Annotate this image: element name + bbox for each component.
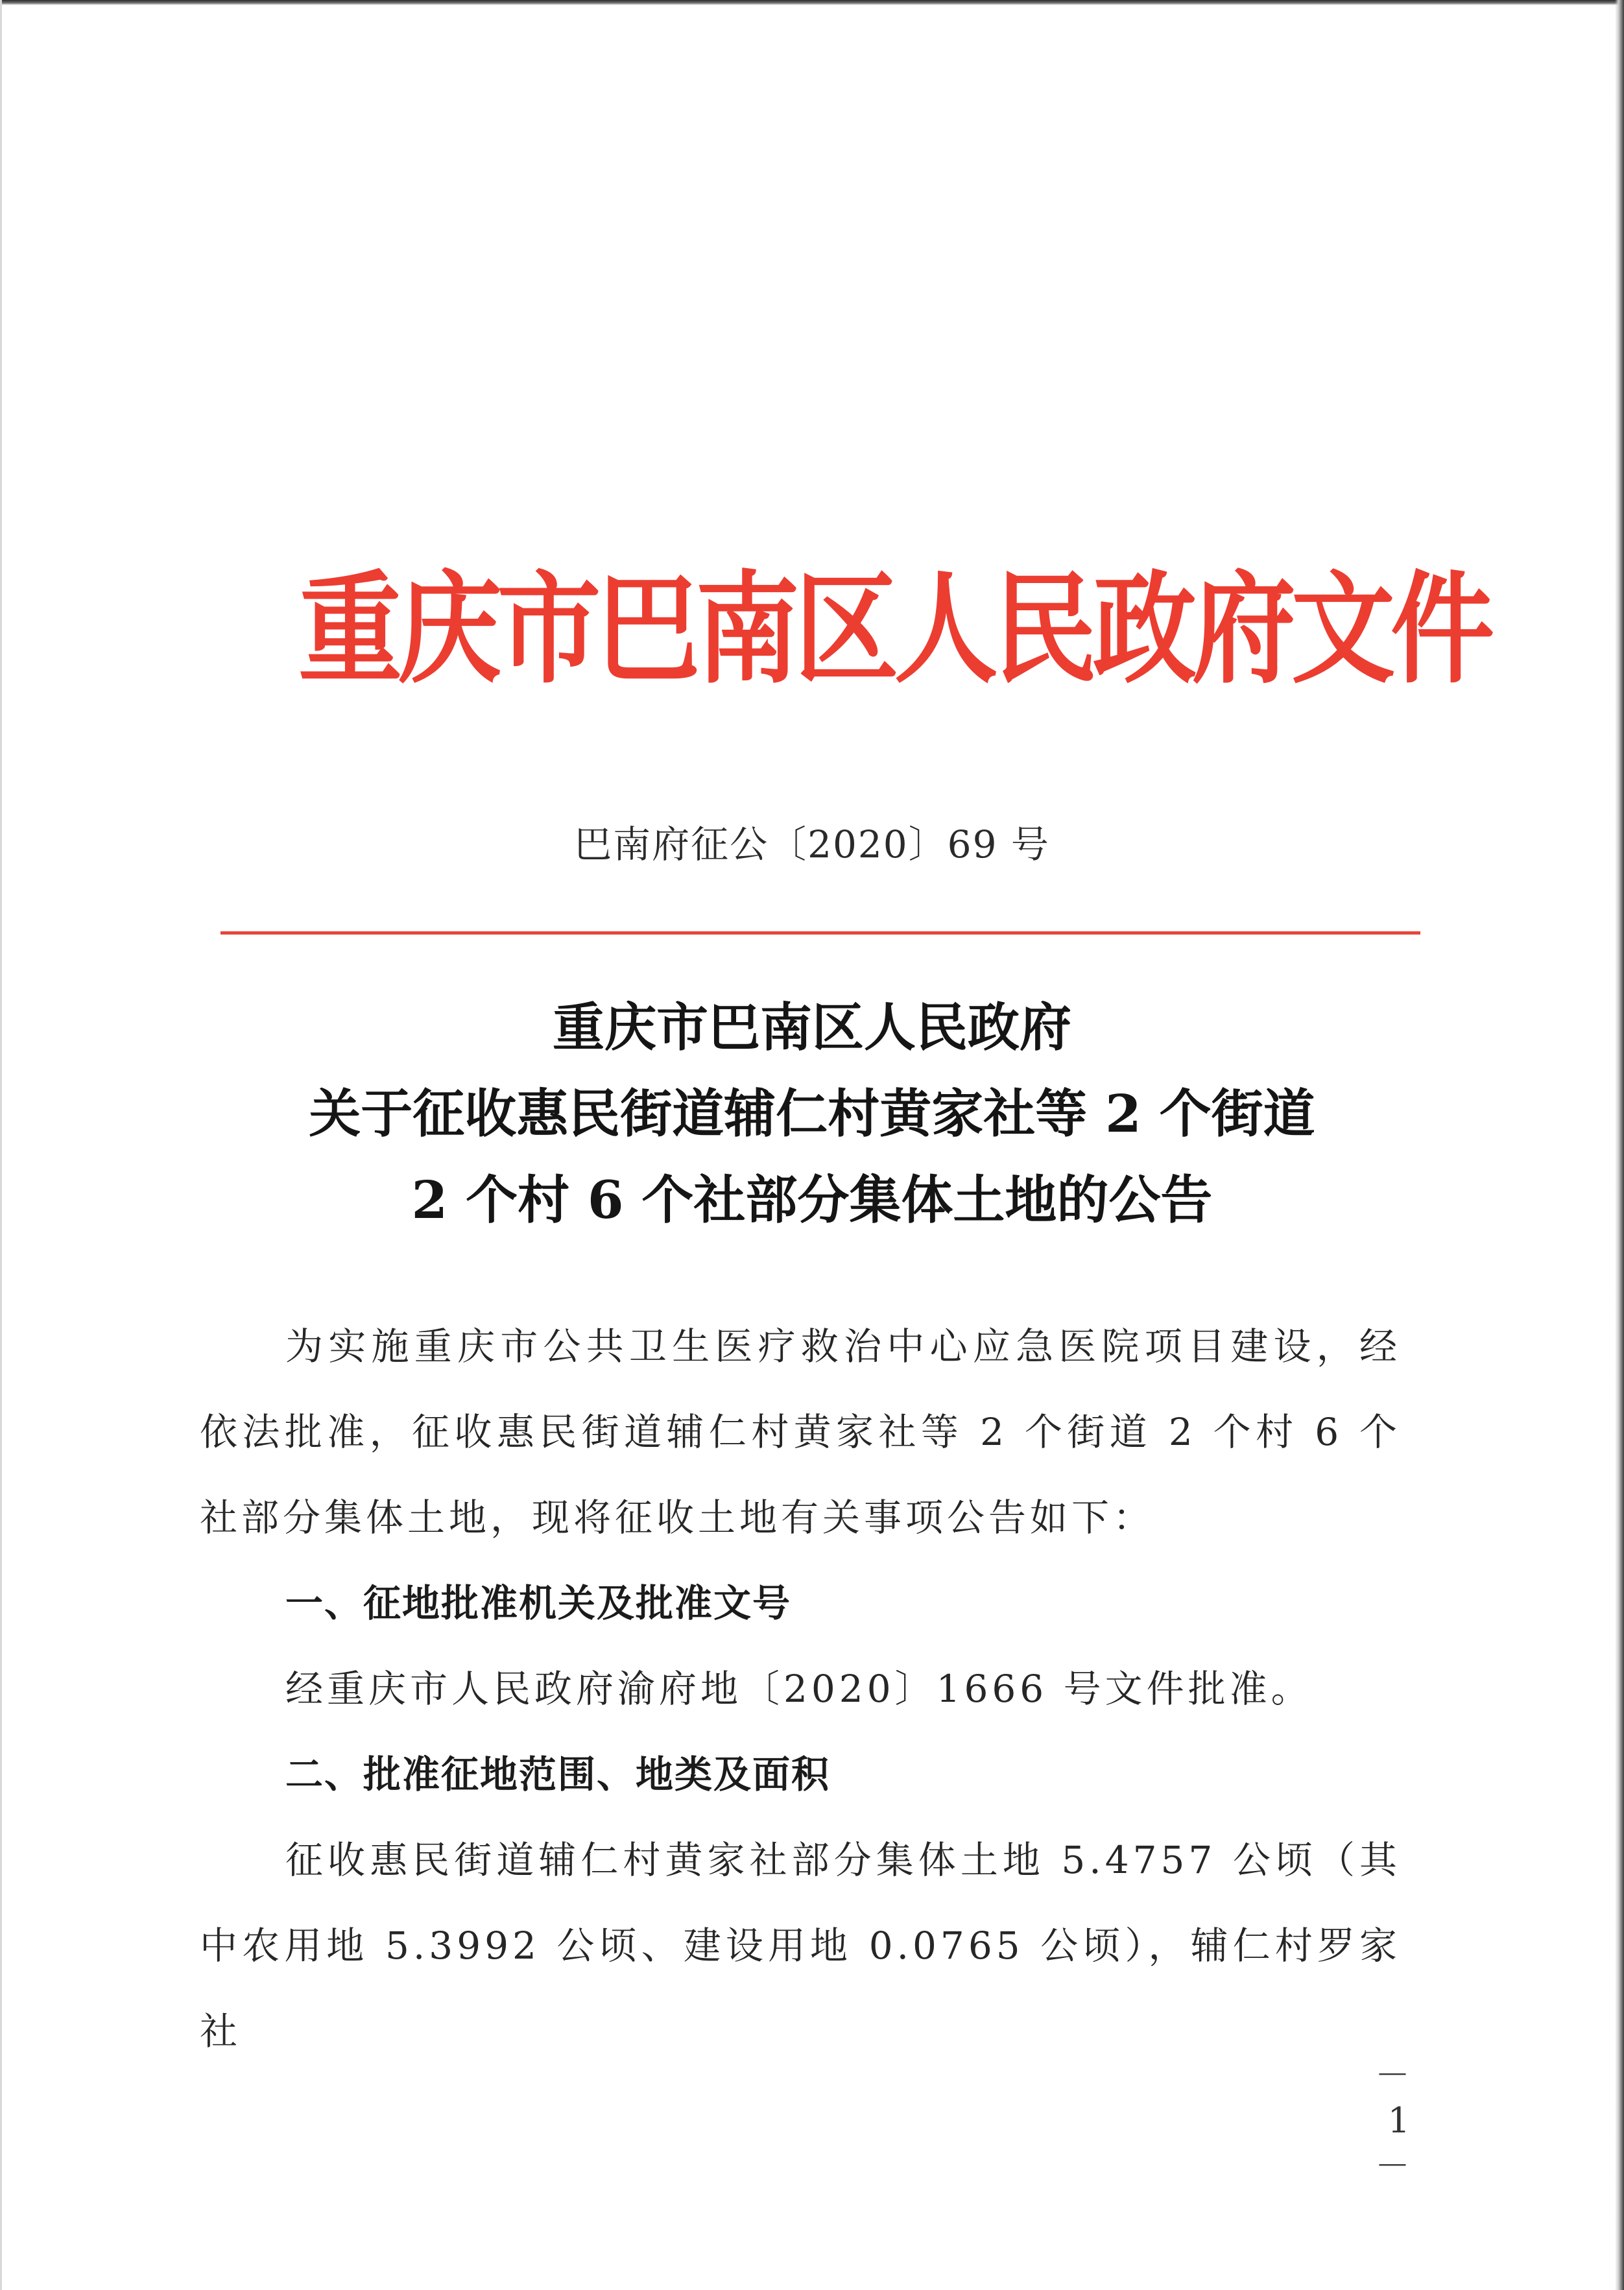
section-2-paragraph: 征收惠民街道辅仁村黄家社部分集体土地 5.4757 公顷（其中农用地 5.3992 公顷、建设用地 0.0765 公顷），辅仁村罗家社	[200, 1838, 1401, 2053]
notice-body	[200, 1304, 1401, 2074]
scan-edge-top	[0, 0, 1624, 5]
masthead-title: 重庆市巴南区人民政府文件	[298, 558, 1490, 700]
notice-title	[162, 984, 1462, 1243]
section-1-paragraph: 经重庆市人民政府渝府地〔2020〕1666 号文件批准。	[285, 1667, 1313, 1711]
red-divider	[221, 931, 1420, 935]
section-1-heading: 一、征地批准机关及批准文号	[285, 1581, 792, 1625]
page-number: － 1 －	[1375, 2055, 1414, 2186]
title-line-1: 重庆市巴南区人民政府	[553, 997, 1071, 1058]
title-line-3: 2 个村 6 个社部分集体土地的公告	[411, 1169, 1213, 1230]
scan-edge-right	[1615, 0, 1624, 2290]
scan-edge-left	[0, 0, 2, 2290]
title-line-2: 关于征收惠民街道辅仁村黄家社等 2 个街道	[309, 1083, 1315, 1144]
document-number: 巴南府征公〔2020〕69 号	[574, 822, 1050, 866]
intro-paragraph: 为实施重庆市公共卫生医疗救治中心应急医院项目建设，经依法批准，征收惠民街道辅仁村黄家社等 2 个街道 2 个村 6 个社部分集体土地，现将征收土地有关事项公告如下：	[200, 1324, 1401, 1540]
section-2-heading: 二、批准征地范围、地类及面积	[285, 1752, 831, 1796]
